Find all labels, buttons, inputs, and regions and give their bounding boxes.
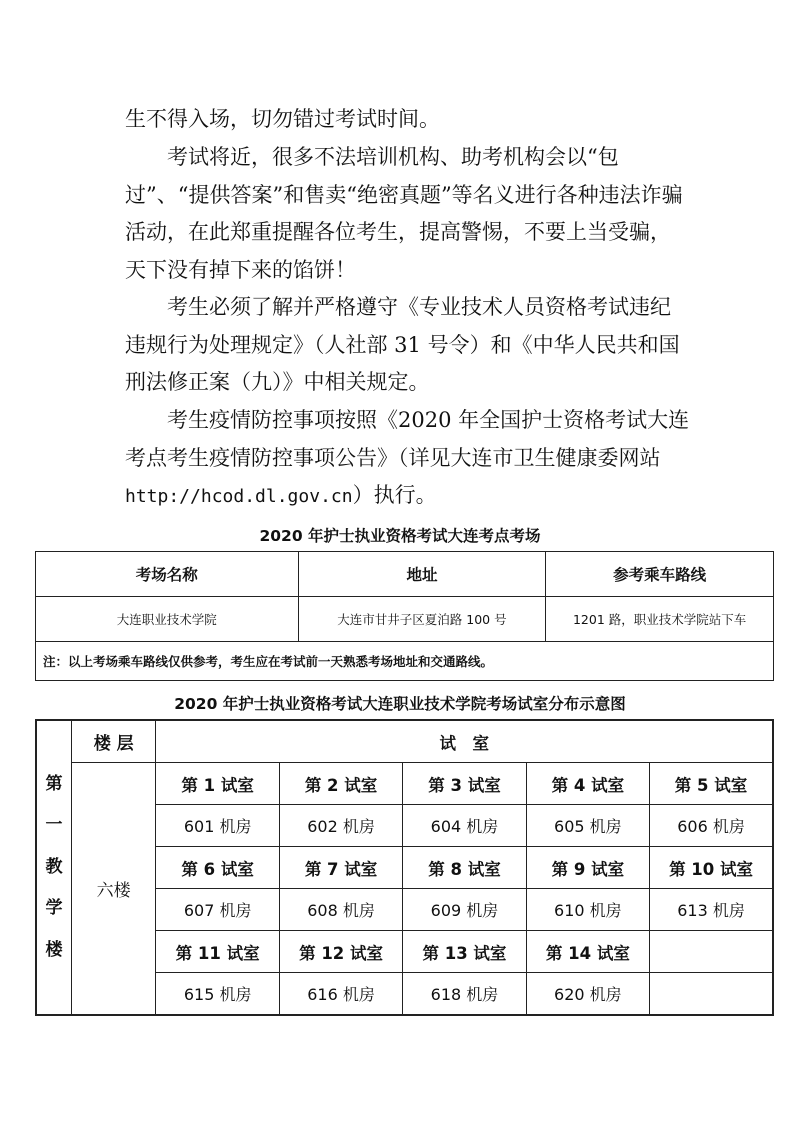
- header-venue-name: 考场名称: [36, 552, 299, 597]
- paragraph-regulations: 考生必须了解并严格遵守《专业技术人员资格考试违纪违规行为处理规定》（人社部 31 号令）和《中华人民共和国刑法修正案（九）》中相关规定。: [125, 295, 680, 394]
- paragraph-fraud-warning: 考试将近，很多不法培训机构、助考机构会以“包过”、“提供答案”和售卖“绝密真题”等名义进行各种违法诈骗活动，在此郑重提醒各位考生，提高警惕，不要上当受骗，天下没有掉下来的馅饼！: [125, 145, 683, 282]
- room-lab: 605 机房: [526, 805, 649, 847]
- room-lab: 602 机房: [279, 805, 402, 847]
- room-name: 第 9 试室: [526, 847, 649, 889]
- floor-header: 楼 层: [71, 720, 156, 763]
- building-char: 第: [45, 773, 63, 794]
- room-name: 第 7 试室: [279, 847, 402, 889]
- room-lab: 616 机房: [279, 973, 402, 1016]
- venue-bus-route: 1201 路，职业技术学院站下车: [546, 597, 774, 642]
- room-name: 第 2 试室: [279, 763, 402, 805]
- building-char: 一: [45, 815, 63, 836]
- room-lab: 620 机房: [526, 973, 649, 1016]
- building-char: 楼: [45, 939, 63, 960]
- floor-label: 六楼: [71, 763, 156, 1016]
- venue-header-row: [36, 552, 774, 597]
- website-url: http://hcod.dl.gov.cn: [125, 486, 353, 507]
- rooms-header: 试 室: [156, 720, 773, 763]
- empty-cell: [650, 931, 773, 973]
- header-address: 地址: [298, 552, 546, 597]
- paragraph-exam-time: 生不得入场，切勿错过考试时间。: [125, 107, 440, 131]
- room-name: 第 5 试室: [650, 763, 773, 805]
- venue-note-row: [36, 642, 774, 681]
- room-name: 第 14 试室: [526, 931, 649, 973]
- room-lab: 618 机房: [403, 973, 526, 1016]
- room-name: 第 13 试室: [403, 931, 526, 973]
- venue-table: [35, 551, 774, 681]
- header-bus-route: 参考乘车路线: [546, 552, 774, 597]
- venue-name: 大连职业技术学院: [36, 597, 299, 642]
- venue-row: [36, 597, 774, 642]
- room-table: [35, 719, 774, 1016]
- room-name: 第 1 试室: [156, 763, 279, 805]
- room-name: 第 10 试室: [650, 847, 773, 889]
- room-lab: 604 机房: [403, 805, 526, 847]
- empty-cell: [650, 973, 773, 1016]
- room-lab: 609 机房: [403, 889, 526, 931]
- building-char: 教: [45, 856, 63, 877]
- building-char: 学: [45, 898, 63, 919]
- room-lab: 613 机房: [650, 889, 773, 931]
- venue-address: 大连市甘井子区夏泊路 100 号: [298, 597, 546, 642]
- venue-note: 注：以上考场乘车路线仅供参考，考生应在考试前一天熟悉考场地址和交通路线。: [36, 642, 774, 681]
- room-name: 第 11 试室: [156, 931, 279, 973]
- room-lab: 607 机房: [156, 889, 279, 931]
- paragraph-epidemic: [125, 402, 690, 516]
- room-name: 第 8 试室: [403, 847, 526, 889]
- room-table-title: 2020 年护士执业资格考试大连职业技术学院考场试室分布示意图: [174, 695, 626, 713]
- room-name: 第 6 试室: [156, 847, 279, 889]
- building-label: [36, 720, 71, 1015]
- room-lab: 615 机房: [156, 973, 279, 1016]
- venue-table-title: 2020 年护士执业资格考试大连考点考场: [259, 527, 541, 545]
- epidemic-tail: ）执行。: [352, 483, 437, 507]
- room-name: 第 12 试室: [279, 931, 402, 973]
- room-header-row: [36, 720, 773, 763]
- room-lab: 601 机房: [156, 805, 279, 847]
- room-lab: 608 机房: [279, 889, 402, 931]
- room-lab: 606 机房: [650, 805, 773, 847]
- room-name: 第 4 试室: [526, 763, 649, 805]
- room-lab: 610 机房: [526, 889, 649, 931]
- room-name-row: [36, 763, 773, 805]
- epidemic-text: 考生疫情防控事项按照《2020 年全国护士资格考试大连考点考生疫情防控事项公告》（详见大连市卫生健康委网站: [125, 408, 690, 470]
- room-name: 第 3 试室: [403, 763, 526, 805]
